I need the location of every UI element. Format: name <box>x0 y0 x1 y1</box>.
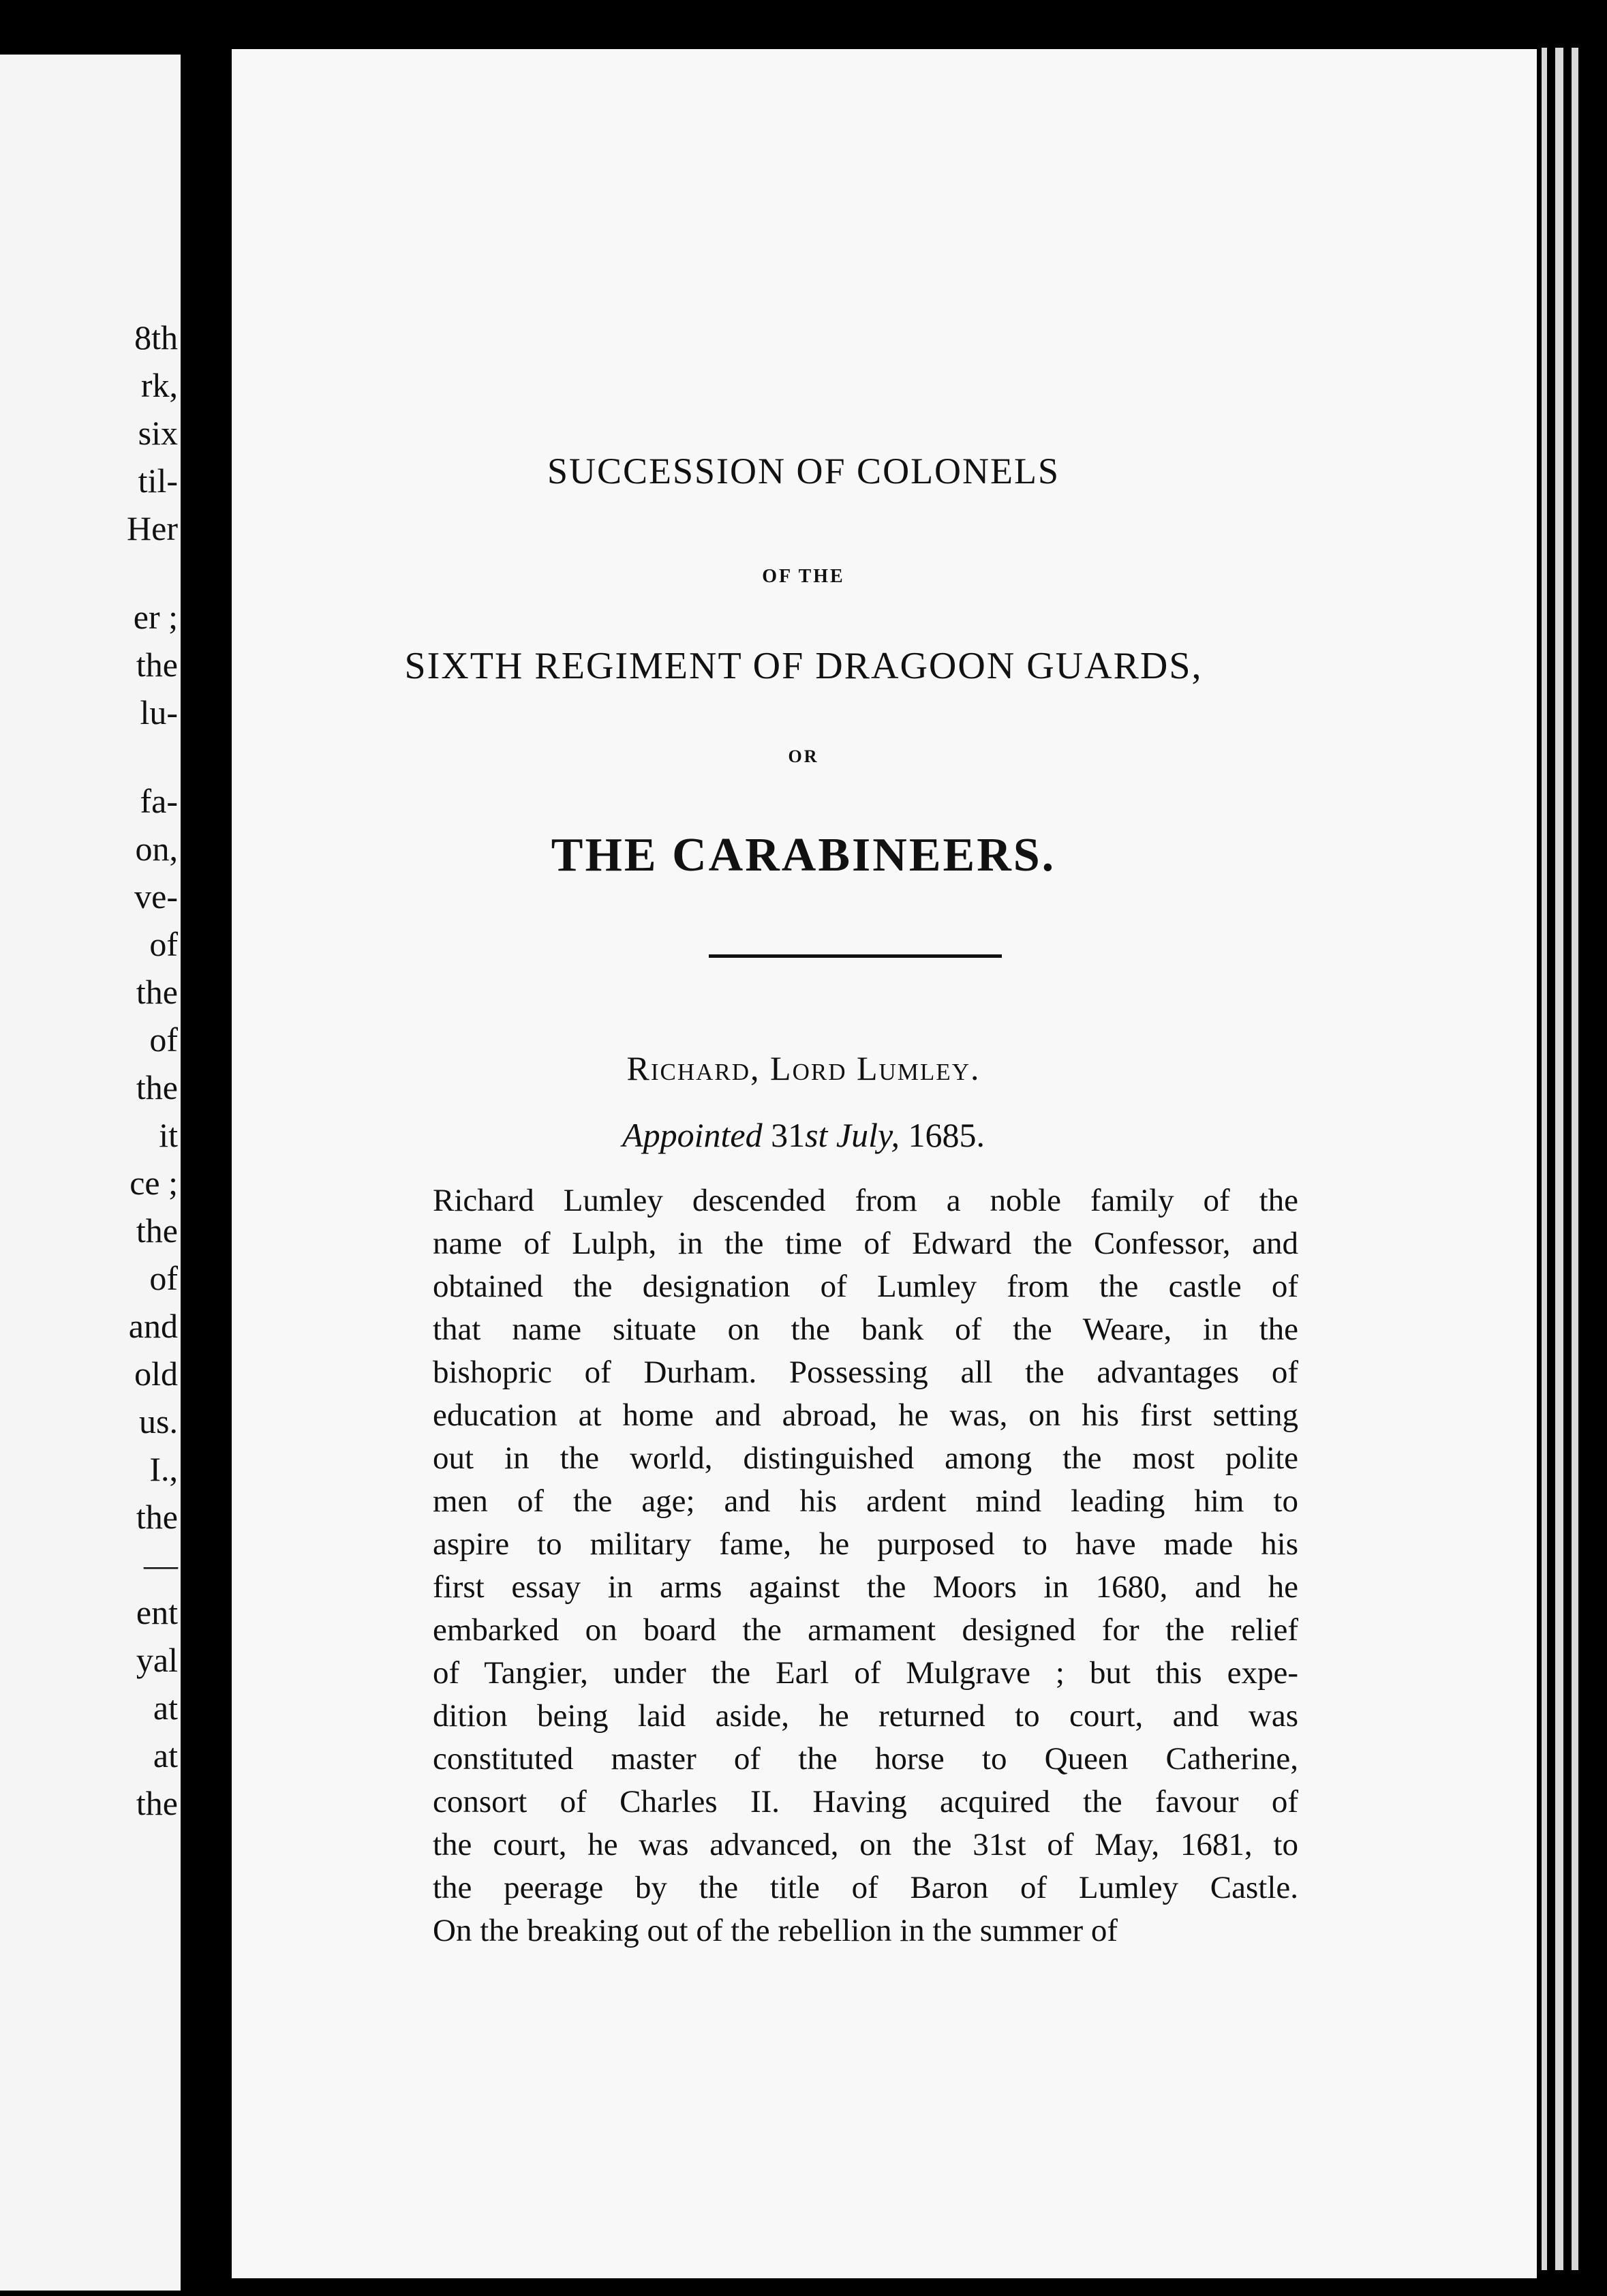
left-page-line: us. <box>139 1402 178 1440</box>
paragraph-line: On the breaking out of the rebellion in the summer of <box>433 1913 1118 1948</box>
paragraph-line: consort of Charles II. Having acquired the favour of <box>433 1784 1298 1819</box>
heading-regiment: SIXTH REGIMENT OF DRAGOON GUARDS, <box>404 645 1203 687</box>
left-page-line: — <box>144 1545 178 1584</box>
left-page-line: the <box>136 973 178 1011</box>
paragraph-line: that name situate on the bank of the Weare, in the <box>433 1312 1298 1347</box>
left-page-line: the <box>136 1498 178 1536</box>
paragraph-line: obtained the designation of Lumley from the castle of <box>433 1269 1298 1304</box>
appointed-day: 31 <box>771 1116 806 1154</box>
left-page-line: the <box>136 1211 178 1250</box>
paragraph-line: aspire to military fame, he purposed to have made his <box>433 1526 1298 1562</box>
paragraph-line: men of the age; and his ardent mind leading him to <box>433 1483 1298 1519</box>
biography-paragraph <box>433 1179 1298 1952</box>
paragraph-line: name of Lulph, in the time of Edward the Confessor, and <box>433 1226 1298 1261</box>
paragraph-line: constituted master of the horse to Queen Catherine, <box>433 1741 1298 1777</box>
paragraph-line: dition being laid aside, he returned to court, and was <box>433 1698 1298 1734</box>
left-page-line: rk, <box>140 366 178 404</box>
appointment-date <box>0 1115 1607 1155</box>
page-edge <box>1542 48 1547 2270</box>
left-page-line: Her <box>127 509 178 547</box>
left-page-line: it <box>159 1116 178 1154</box>
paragraph-line: out in the world, distinguished among the most polite <box>433 1440 1298 1476</box>
left-page-line: lu- <box>140 693 178 731</box>
paragraph-line: education at home and abroad, he was, on his first setting <box>433 1398 1298 1433</box>
left-page-line: the <box>136 1784 178 1822</box>
left-page-line: of <box>149 1259 178 1297</box>
left-page-line: of <box>149 925 178 963</box>
paragraph-line: the court, he was advanced, on the 31st of May, 1681, to <box>433 1827 1298 1862</box>
paragraph-line: the peerage by the title of Baron of Lumley Castle. <box>433 1870 1298 1905</box>
paragraph-line: of Tangier, under the Earl of Mulgrave ; but this expe- <box>433 1655 1298 1691</box>
left-page-line: of <box>149 1021 178 1059</box>
left-page-line: at <box>153 1736 178 1774</box>
left-page-line: til- <box>138 462 178 500</box>
appointed-word: Appointed <box>622 1116 763 1154</box>
page-edge <box>1555 48 1563 2270</box>
left-page-line: ce ; <box>129 1164 178 1202</box>
appointed-year: 1685. <box>908 1116 985 1154</box>
left-page-line: I., <box>149 1450 178 1488</box>
colonel-name: Richard, Lord Lumley. <box>626 1049 981 1087</box>
heading-carabineers: THE CARABINEERS. <box>551 829 1056 881</box>
heading-or: OR <box>788 746 819 766</box>
left-page-fragment <box>0 55 181 2291</box>
paragraph-line: first essay in arms against the Moors in 1680, and he <box>433 1569 1298 1605</box>
divider-rule <box>709 954 1002 958</box>
paragraph-line: bishopric of Durham. Possessing all the advantages of <box>433 1355 1298 1390</box>
left-page-line: old <box>134 1355 178 1393</box>
left-page-line: the <box>136 646 178 684</box>
heading-of-the: OF THE <box>762 566 845 587</box>
left-page-line: ve- <box>134 877 178 916</box>
left-page-line: ent <box>136 1593 178 1631</box>
page-edge <box>1572 48 1578 2270</box>
left-page-line: and <box>128 1307 178 1345</box>
heading-succession: SUCCESSION OF COLONELS <box>547 451 1060 492</box>
left-page-line: at <box>153 1689 178 1727</box>
left-page-line: six <box>138 414 178 452</box>
left-page-line: on, <box>135 830 178 868</box>
left-page-line: yal <box>136 1641 178 1679</box>
appointed-month: st July, <box>805 1116 900 1154</box>
left-page-line: er ; <box>133 598 178 636</box>
left-page-line: 8th <box>134 318 178 357</box>
left-page-line: the <box>136 1068 178 1106</box>
paragraph-line: Richard Lumley descended from a noble family of the <box>433 1183 1298 1218</box>
paragraph-line: embarked on board the armament designed for the relief <box>433 1612 1298 1648</box>
left-page-line: fa- <box>140 782 178 820</box>
